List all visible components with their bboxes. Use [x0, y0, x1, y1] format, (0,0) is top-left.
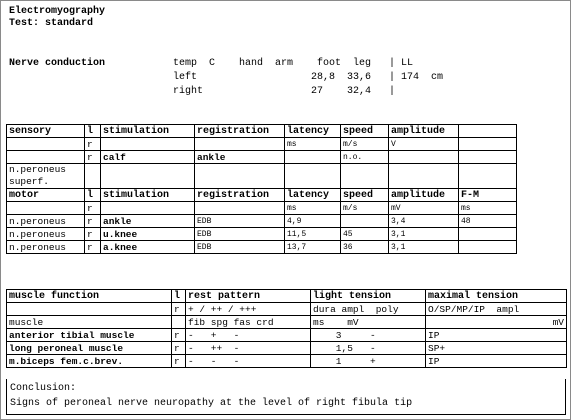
nerve-conduction-label: Nerve conduction: [9, 58, 106, 69]
muscle-row-cell: r: [172, 329, 186, 342]
muscle-subheader-row: [7, 303, 567, 316]
muscle-subheader-row-cell: r: [172, 303, 186, 316]
motor-row-cell: 48: [459, 215, 517, 228]
muscle-row-cell: anterior tibial muscle: [7, 329, 172, 342]
muscle-units-row-cell: mV: [426, 316, 567, 329]
muscle-header-row-cell: light tension: [311, 290, 426, 303]
conclusion-label: Conclusion:: [10, 383, 77, 394]
motor-row-cell: [459, 241, 517, 254]
motor-row-cell: 3,1: [389, 228, 459, 241]
sensory-row-cell: [285, 164, 341, 189]
motor-header-row-cell: latency: [285, 189, 341, 202]
muscle-row: [7, 355, 567, 368]
sensory-row-cell: [459, 138, 517, 151]
sensory-row-cell: [101, 138, 195, 151]
muscle-row-cell: IP: [426, 355, 567, 368]
motor-row-cell: [195, 202, 285, 215]
sensory-row-cell: n.peroneus superf.: [7, 164, 85, 189]
muscle-function-table: [6, 289, 567, 368]
sensory-row-cell: [7, 138, 85, 151]
muscle-header-row-cell: rest pattern: [186, 290, 311, 303]
motor-header-row-cell: amplitude: [389, 189, 459, 202]
sensory-row-cell: [285, 151, 341, 164]
sensory-row-cell: [195, 164, 285, 189]
muscle-row-cell: 3 -: [311, 329, 426, 342]
motor-row-cell: EDB: [195, 241, 285, 254]
muscle-row-cell: r: [172, 355, 186, 368]
motor-row-cell: r: [85, 202, 101, 215]
conclusion-box: [6, 379, 566, 415]
sensory-row-cell: [389, 164, 459, 189]
nerve-conduction-right: right 27 32,4 |: [173, 86, 396, 97]
sensory-row-cell: m/s: [341, 138, 389, 151]
motor-row-cell: 36: [341, 241, 389, 254]
motor-row-cell: mV: [389, 202, 459, 215]
muscle-units-row-cell: ms mV: [311, 316, 426, 329]
muscle-subheader-row-cell: + / ++ / +++: [186, 303, 311, 316]
motor-row-cell: EDB: [195, 228, 285, 241]
muscle-row-cell: r: [172, 342, 186, 355]
motor-row-cell: n.peroneus: [7, 215, 85, 228]
motor-row-cell: n.peroneus: [7, 228, 85, 241]
sensory-header-row-cell: stimulation: [101, 125, 195, 138]
muscle-row-cell: 1 +: [311, 355, 426, 368]
motor-row: [7, 228, 517, 241]
sensory-row: [7, 138, 517, 151]
motor-row-cell: [101, 202, 195, 215]
sensory-row-cell: [195, 138, 285, 151]
sensory-row-cell: n.o.: [341, 151, 389, 164]
sensory-header-row-cell: speed: [341, 125, 389, 138]
sensory-row-cell: V: [389, 138, 459, 151]
muscle-subheader-row-cell: dura ampl poly: [311, 303, 426, 316]
muscle-row-cell: SP+: [426, 342, 567, 355]
motor-row: [7, 241, 517, 254]
muscle-header-row-cell: maximal tension: [426, 290, 567, 303]
conduction-table: [6, 124, 517, 254]
motor-header-row-cell: registration: [195, 189, 285, 202]
motor-row-cell: [341, 215, 389, 228]
motor-row-cell: 45: [341, 228, 389, 241]
motor-row-cell: 4,9: [285, 215, 341, 228]
muscle-row-cell: - + -: [186, 329, 311, 342]
motor-row: [7, 215, 517, 228]
motor-row-cell: ankle: [101, 215, 195, 228]
muscle-header-row-cell: l: [172, 290, 186, 303]
conclusion-text: Signs of peroneal nerve neuropathy at the level of right fibula tip: [10, 398, 413, 409]
motor-row-cell: 11,5: [285, 228, 341, 241]
muscle-row-cell: 1,5 -: [311, 342, 426, 355]
muscle-row: [7, 329, 567, 342]
motor-row-cell: a.knee: [101, 241, 195, 254]
motor-header-row-cell: motor: [7, 189, 85, 202]
motor-row: [7, 202, 517, 215]
motor-row-cell: r: [85, 215, 101, 228]
muscle-row-cell: long peroneal muscle: [7, 342, 172, 355]
muscle-header-row: [7, 290, 567, 303]
sensory-header-row-cell: sensory: [7, 125, 85, 138]
sensory-row-cell: r: [85, 151, 101, 164]
motor-row-cell: ms: [459, 202, 517, 215]
nerve-conduction-left: left 28,8 33,6 | 174 cm: [173, 72, 444, 83]
muscle-row-cell: m.biceps fem.c.brev.: [7, 355, 172, 368]
muscle-row: [7, 342, 567, 355]
sensory-row-cell: ankle: [195, 151, 285, 164]
muscle-row-cell: - ++ -: [186, 342, 311, 355]
muscle-units-row: [7, 316, 567, 329]
sensory-row-cell: [459, 164, 517, 189]
motor-row-cell: [7, 202, 85, 215]
sensory-row-cell: [341, 164, 389, 189]
motor-row-cell: u.knee: [101, 228, 195, 241]
muscle-subheader-row-cell: O/SP/MP/IP ampl: [426, 303, 567, 316]
motor-header-row-cell: F-M: [459, 189, 517, 202]
muscle-units-row-cell: [172, 316, 186, 329]
muscle-units-row-cell: fib spg fas crd: [186, 316, 311, 329]
sensory-row-cell: [7, 151, 85, 164]
motor-row-cell: 3,4: [389, 215, 459, 228]
sensory-header-row-cell: [459, 125, 517, 138]
motor-header-row-cell: stimulation: [101, 189, 195, 202]
sensory-row-cell: r: [85, 138, 101, 151]
motor-row-cell: EDB: [195, 215, 285, 228]
sensory-row-cell: [85, 164, 101, 189]
motor-header-row: [7, 189, 517, 202]
sensory-row: [7, 164, 517, 189]
sensory-header-row-cell: l: [85, 125, 101, 138]
muscle-row-cell: IP: [426, 329, 567, 342]
sensory-header-row-cell: amplitude: [389, 125, 459, 138]
sensory-header-row-cell: latency: [285, 125, 341, 138]
motor-row-cell: 13,7: [285, 241, 341, 254]
muscle-subheader-row-cell: [7, 303, 172, 316]
motor-header-row-cell: speed: [341, 189, 389, 202]
motor-row-cell: m/s: [341, 202, 389, 215]
sensory-row-cell: calf: [101, 151, 195, 164]
sensory-row-cell: [101, 164, 195, 189]
sensory-row-cell: [389, 151, 459, 164]
motor-row-cell: r: [85, 241, 101, 254]
test-type: Test: standard: [9, 18, 94, 29]
sensory-header-row: [7, 125, 517, 138]
report-title: Electromyography: [9, 6, 106, 17]
muscle-units-row-cell: muscle: [7, 316, 172, 329]
sensory-row-cell: ms: [285, 138, 341, 151]
sensory-header-row-cell: registration: [195, 125, 285, 138]
motor-header-row-cell: l: [85, 189, 101, 202]
sensory-row-cell: [459, 151, 517, 164]
sensory-row: [7, 151, 517, 164]
muscle-header-row-cell: muscle function: [7, 290, 172, 303]
motor-row-cell: 3,1: [389, 241, 459, 254]
motor-row-cell: n.peroneus: [7, 241, 85, 254]
motor-row-cell: [459, 228, 517, 241]
motor-row-cell: r: [85, 228, 101, 241]
muscle-row-cell: - - -: [186, 355, 311, 368]
motor-row-cell: ms: [285, 202, 341, 215]
nerve-conduction-header: temp C hand arm foot leg | LL: [173, 58, 414, 69]
